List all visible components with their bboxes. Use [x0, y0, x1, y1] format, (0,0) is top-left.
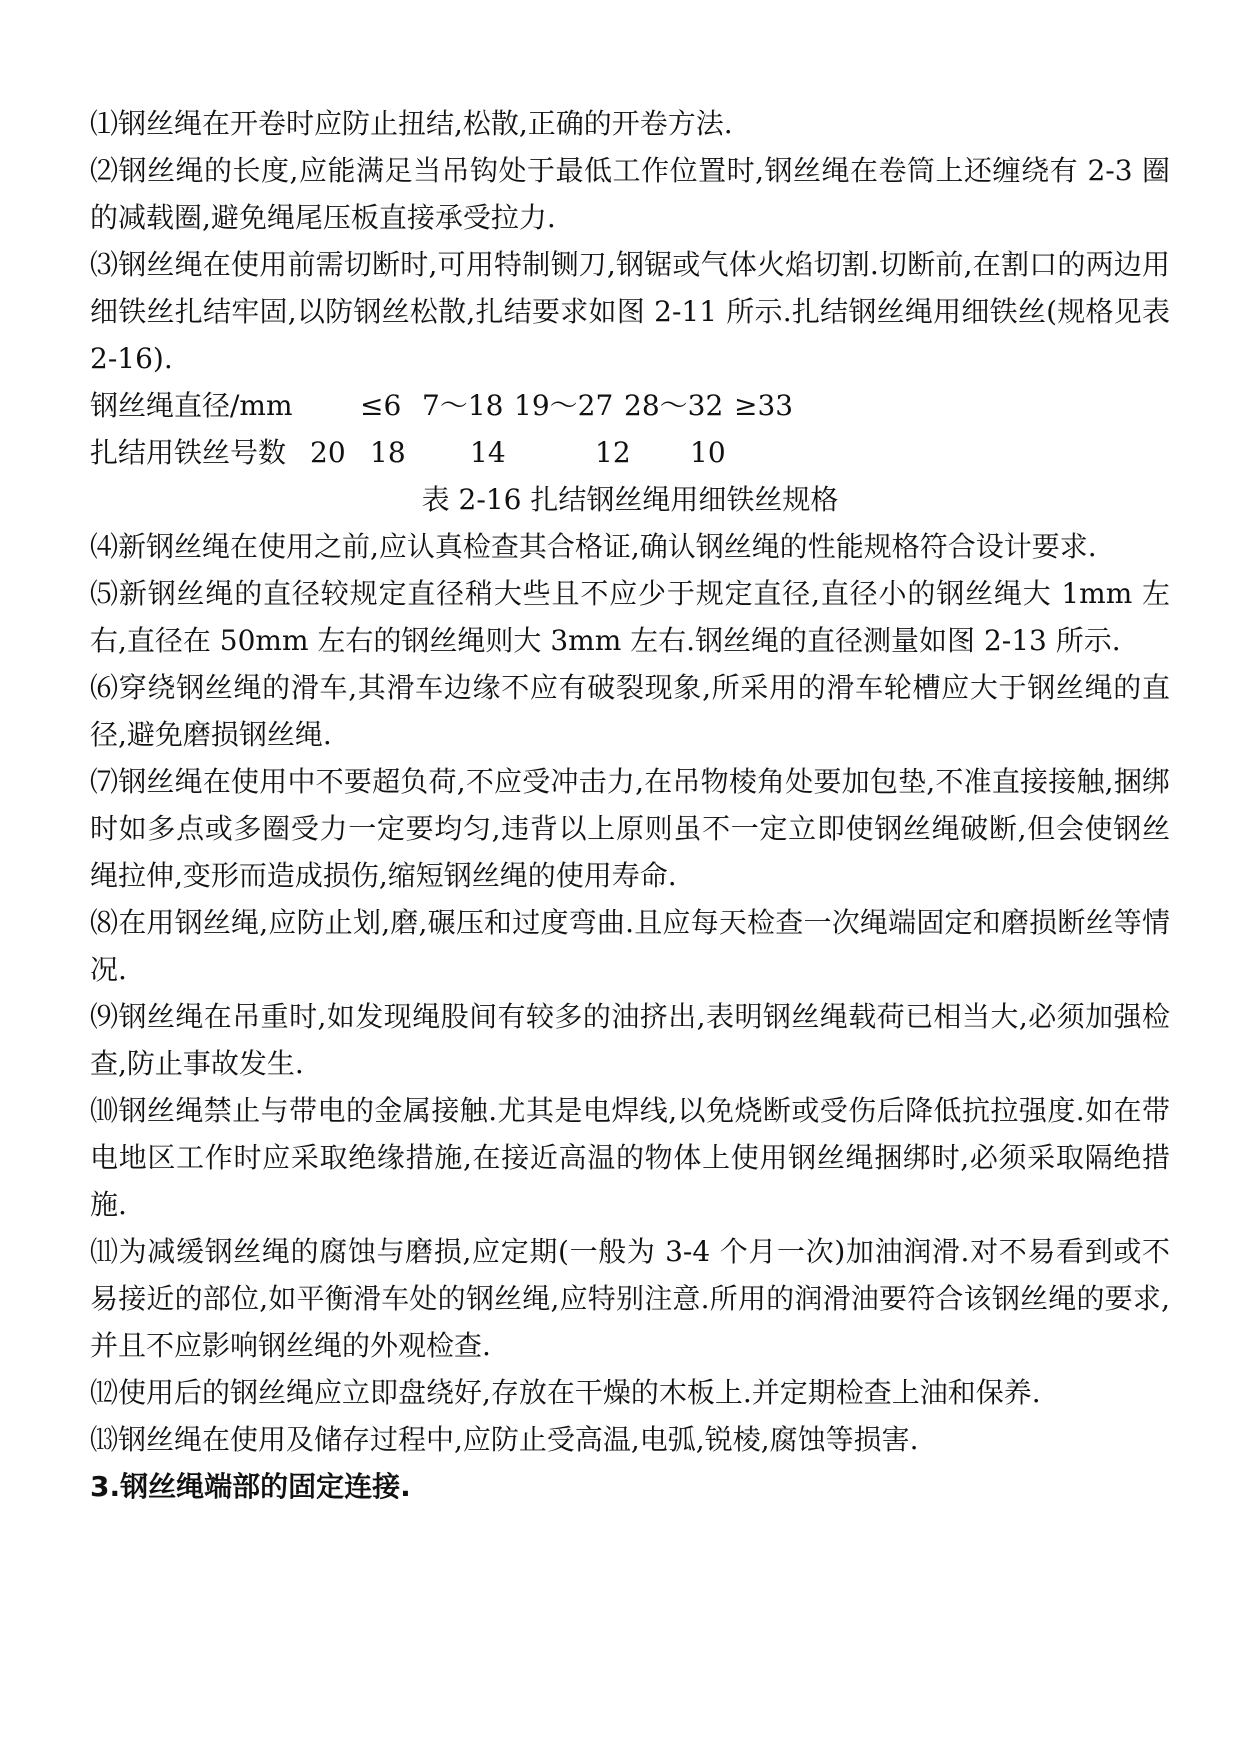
paragraph-10: ⑽钢丝绳禁止与带电的金属接触.尤其是电焊线,以免烧断或受伤后降低抗拉强度.如在带电地区工作时应采取绝缘措施,在接近高温的物体上使用钢丝绳捆绑时,必须采取隔绝措施. — [90, 1094, 1170, 1221]
paragraph-3: ⑶钢丝绳在使用前需切断时,可用特制铡刀,钢锯或气体火焰切割.切断前,在割口的两边用细铁丝扎结牢固,以防钢丝松散,扎结要求如图 2-11 所示.扎结钢丝绳用细铁丝(规格见表 2-16). — [90, 248, 1170, 375]
paragraph-13: ⒀钢丝绳在使用及储存过程中,应防止受高温,电弧,锐棱,腐蚀等损害. — [90, 1423, 919, 1456]
table-cell: 10 — [690, 436, 726, 469]
table-caption: 表 2-16 扎结钢丝绳用细铁丝规格 — [421, 483, 839, 516]
table-row-diameter — [90, 382, 1170, 429]
paragraph-7: ⑺钢丝绳在使用中不要超负荷,不应受冲击力,在吊物棱角处要加包垫,不准直接接触,捆绑时如多点或多圈受力一定要均匀,违背以上原则虽不一定立即使钢丝绳破断,但会使钢丝绳拉伸,变形而造成损伤,缩短钢丝绳的使用寿命. — [90, 765, 1170, 892]
table-cell: 钢丝绳直径/mm — [90, 389, 293, 422]
table-cell: 19～27 — [514, 389, 614, 422]
table-cell: 18 — [370, 436, 406, 469]
section-heading: 3.钢丝绳端部的固定连接. — [90, 1470, 411, 1503]
paragraph-9: ⑼钢丝绳在吊重时,如发现绳股间有较多的油挤出,表明钢丝绳载荷已相当大,必须加强检查,防止事故发生. — [90, 1000, 1170, 1080]
paragraph-4: ⑷新钢丝绳在使用之前,应认真检查其合格证,确认钢丝绳的性能规格符合设计要求. — [90, 530, 1097, 563]
table-cell: 20 — [310, 436, 346, 469]
paragraph-5: ⑸新钢丝绳的直径较规定直径稍大些且不应少于规定直径,直径小的钢丝绳大 1mm 左右,直径在 50mm 左右的钢丝绳则大 3mm 左右.钢丝绳的直径测量如图 2-13 所示. — [90, 577, 1170, 657]
table-cell: 12 — [595, 436, 631, 469]
table-cell: 28～32 — [624, 389, 724, 422]
table-cell: ≥33 — [734, 389, 794, 422]
document-page — [90, 100, 1170, 1510]
paragraph-11: ⑾为减缓钢丝绳的腐蚀与磨损,应定期(一般为 3-4 个月一次)加油润滑.对不易看到或不易接近的部位,如平衡滑车处的钢丝绳,应特别注意.所用的润滑油要符合该钢丝绳的要求,并且不应影响钢丝绳的外观检查. — [90, 1235, 1170, 1362]
table-cell: 14 — [470, 436, 506, 469]
paragraph-8: ⑻在用钢丝绳,应防止划,磨,碾压和过度弯曲.且应每天检查一次绳端固定和磨损断丝等情况. — [90, 906, 1170, 986]
table-cell: 7～18 — [422, 389, 504, 422]
paragraph-1: ⑴钢丝绳在开卷时应防止扭结,松散,正确的开卷方法. — [90, 107, 733, 140]
table-cell: ≤6 — [360, 389, 402, 422]
table-cell: 扎结用铁丝号数 — [90, 436, 287, 469]
table-row-wire-gauge — [90, 429, 1170, 476]
paragraph-12: ⑿使用后的钢丝绳应立即盘绕好,存放在干燥的木板上.并定期检查上油和保养. — [90, 1376, 1041, 1409]
paragraph-2: ⑵钢丝绳的长度,应能满足当吊钩处于最低工作位置时,钢丝绳在卷筒上还缠绕有 2-3 圈的减载圈,避免绳尾压板直接承受拉力. — [90, 154, 1170, 234]
paragraph-6: ⑹穿绕钢丝绳的滑车,其滑车边缘不应有破裂现象,所采用的滑车轮槽应大于钢丝绳的直径,避免磨损钢丝绳. — [90, 671, 1170, 751]
